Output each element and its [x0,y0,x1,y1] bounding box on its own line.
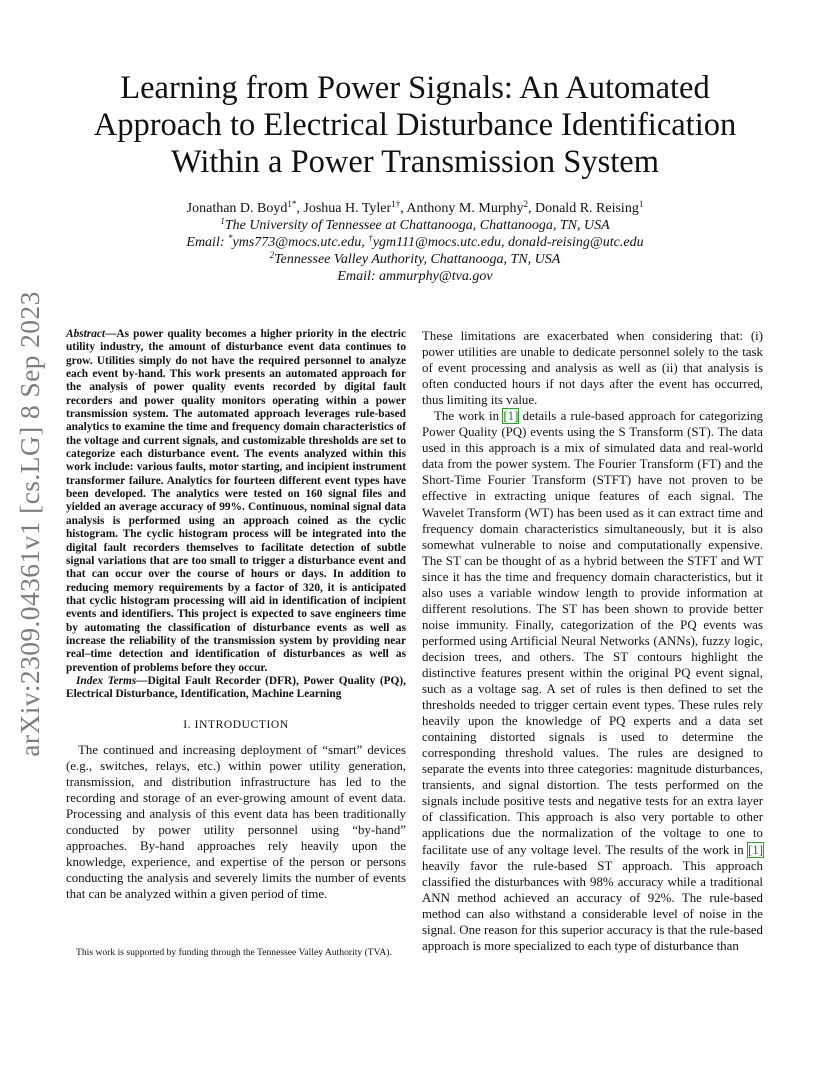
index-terms-lead: Index Terms [76,674,137,687]
abstract [66,328,406,675]
title-line: Learning from Power Signals: An Automated [120,70,710,106]
section-heading: I. INTRODUCTION [183,718,289,731]
author-name: Jonathan D. Boyd [186,201,288,216]
author-affiliation-mark: 2 [523,199,528,209]
affiliation-2: $^2$Tennessee Valley Authority, Chattanooga, TN, USA [269,250,561,267]
author-name: Joshua H. Tyler [303,201,392,216]
author-name: Anthony M. Murphy [406,201,524,216]
right-column [422,328,763,954]
body-paragraph: These limitations are exacerbated when considering that: (i) power utilities are unable to dedicate personnel solely to the task of event processing and analysis as well as (ii) that analysis is often conducted hours if not days after the event has occurred, thus limiting its value. [422,329,763,408]
left-column [66,328,406,902]
author-name: Donald R. Reising [534,201,639,216]
email-line-1: Email: *yms773@mocs.utc.edu, †ygm111@mocs.utc.edu, donald-reising@utc.edu [186,233,644,250]
affiliation-1: $^1$The University of Tennessee at Chattanooga, Chattanooga, TN, USA [220,216,610,233]
author-affiliation-mark: 1* [287,199,297,209]
body-paragraph: The work in [1] details a rule-based approach for categorizing Power Quality (PQ) events using the S Transform (ST). The data used in this approach is a mix of simulated data and real-world data from the power system. The Fourier Transform (FT) and the Short-Time Fourier Transform (STFT) have not proven to be effective in extracting unique features of each signal. The Wavelet Transform (WT) has been used as it can extract time and frequency domain characteristics simultaneously, but it is also somewhat vulnerable to noise and computationally expensive. The ST can be thought of as a hybrid between the STFT and WT since it has the time and frequency domain characteristics, but it also uses a variable window length to provide information at different resolutions. The ST has been shown to provide better noise immunity. Finally, categorization of the PQ events was performed using Artificial Neural Networks (ANNs), fuzzy logic, decision trees, and others. The ST contours highlight the distinctive features present within the original PQ event signal, such as a voltage sag. A set of rules is then defined to set the thresholds needed to trigger certain event types. These rules rely heavily upon the knowledge of PQ experts and a data set containing distorted signals is used to determine the corresponding threshold values. The rules are designed to separate the events into three categories: magnitude disturbances, transients, and signal distortion. The tests performed on the signals include positive tests and negative tests for an extra layer of classification. This approach is also very portable to other applications due the normalization of the voltage to one to facilitate use of any voltage level. The results of the work in [1] heavily favor the rule-based ST approach. This approach classified the disturbances with 98% accuracy while a traditional ANN method achieved an accuracy of 92%. The rule-based method can also withstand a considerable level of noise in the signal. One reason for this superior accuracy is that the rule-based approach is more specialized to each type of disturbance than [422,409,763,953]
paper-title [70,70,760,181]
arxiv-identifier: arXiv:2309.04361v1 [cs.LG] 8 Sep 2023 [14,291,45,757]
citation-link[interactable]: [1] [747,842,763,857]
author-block [70,200,760,285]
email-line-2: Email: ammurphy@tva.gov [337,269,493,284]
title-line: Within a Power Transmission System [170,144,660,180]
abstract-text: —As power quality becomes a higher priority in the electric utility industry, the amount of disturbance event data continues to grow. Utilities simply do not have the required personnel to analyze each event by-hand. This work presents an automated approach for the analysis of power quality events recorded by digital fault recorders and power quality monitors operating within a power transmission system. The automated approach leverages rule-based analytics to examine the time and frequency domain characteristics of the voltage and current signals, and customizable thresholds are set to categorize each disturbance event. The events analyzed within this work include: various faults, motor starting, and incipient instrument transformer failure. Analytics for fourteen different event types have been developed. The analytics were tested on 160 signal files and yielded an average accuracy of 99%. Continuous, nominal signal data analysis is performed using an approach coined as the cyclic histogram. The cyclic histogram process will be integrated into the digital fault recorders themselves to facilitate detection of subtle signal variations that are too small to trigger a disturbance event and that can occur over the course of hours or days. In addition to reducing memory requirements by a factor of 320, it is anticipated that cyclic histogram processing will aid in identification of incipient events and identifiers. This project is expected to save engineers time by automating the classification of disturbance events as well as increase the reliability of the transmission system by providing near real–time detection and identification of disturbances as well as prevention of problems before they occur. [66,328,406,674]
author-affiliation-mark: 1 [638,199,644,209]
citation-link[interactable]: [1] [503,409,519,424]
abstract-lead: Abstract [66,328,106,340]
arxiv-side-stamp [2,292,58,756]
author-list: Jonathan D. Boyd$^{1*}$, Joshua H. Tyler$^{1\dagger}$, Anthony M. Murphy$^2$, Donald R. Reising$^1$ [186,199,644,216]
title-line: Approach to Electrical Disturbance Identification [93,107,737,143]
author-affiliation-mark: 1† [391,199,401,209]
funding-footnote: This work is supported by funding through the Tennessee Valley Authority (TVA). [76,947,392,958]
index-terms [66,675,406,702]
intro-paragraph: The continued and increasing deployment of “smart” devices (e.g., switches, relays, etc.) within power utility generation, transmission, and distribution infrastructure has led to the recording and storage of an ever-growing amount of event data. Processing and analysis of this event data has been traditionally conducted by power utility personnel using “by-hand” approaches. By-hand approaches rely heavily upon the knowledge, experience, and expertise of the person or persons conducting the analysis and severely limits the number of events that can be analyzed within a given period of time. [66,742,406,902]
index-terms-text: —Digital Fault Recorder (DFR), Power Quality (PQ), Electrical Disturbance, Identification, Machine Learning [66,674,406,701]
